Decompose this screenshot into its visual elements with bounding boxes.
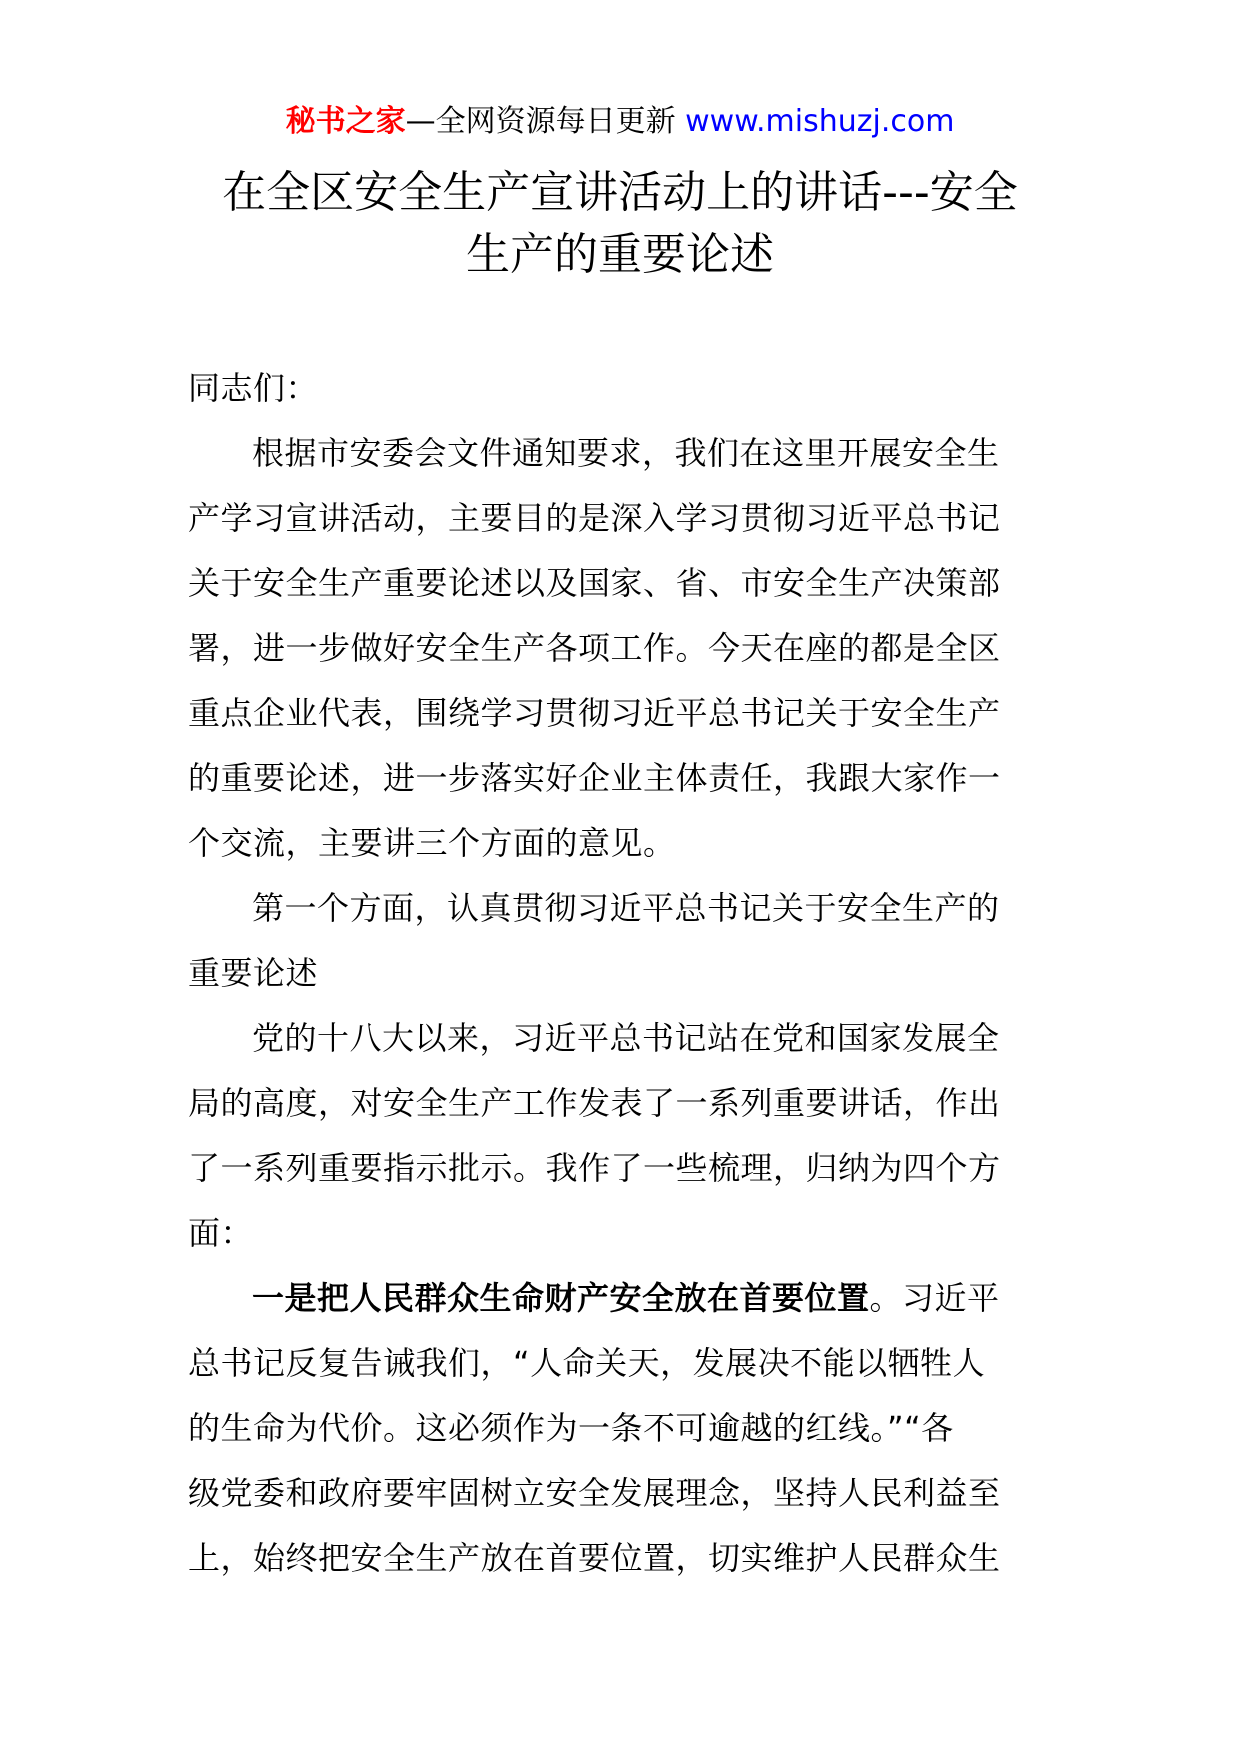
paragraph-line: 产学习宣讲活动，主要目的是深入学习贯彻习近平总书记 [188,499,1001,537]
paragraph-line: 重点企业代表，围绕学习贯彻习近平总书记关于安全生产 [188,694,1001,732]
paragraph-line: 了一系列重要指示批示。我作了一些梳理，归纳为四个方 [188,1149,1001,1187]
bold-lead-text: 一是把人民群众生命财产安全放在首要位置 [252,1279,870,1317]
lead-continuation-text: 。习近平 [869,1279,1000,1317]
paragraph-line: 级党委和政府要牢固树立安全发展理念，坚持人民利益至 [188,1474,1001,1512]
section-heading-line: 重要论述 [188,954,319,992]
title-line-2: 生产的重要论述 [466,229,774,280]
paragraph-line: 的重要论述，进一步落实好企业主体责任，我跟大家作一 [188,759,1001,797]
paragraph-line-with-bold-lead [188,1266,1058,1331]
site-name: 秘书之家 [285,104,406,139]
document-title [130,162,1110,286]
paragraph-line: 的生命为代价。这必须作为一条不可逾越的红线。”“各 [188,1409,954,1447]
section-heading-line: 第一个方面，认真贯彻习近平总书记关于安全生产的 [252,889,1000,927]
site-tagline: —全网资源每日更新 [405,104,676,139]
site-url-link[interactable]: www.mishuzj.com [685,104,955,139]
paragraph-line: 面： [188,1214,254,1252]
salutation: 同志们： [188,369,319,407]
paragraph-line: 党的十八大以来，习近平总书记站在党和国家发展全 [252,1019,1000,1057]
paragraph-line: 个交流，主要讲三个方面的意见。 [188,824,676,862]
title-line-1: 在全区安全生产宣讲活动上的讲话---安全 [222,167,1018,218]
document-body [188,356,1058,1591]
paragraph-line: 局的高度，对安全生产工作发表了一系列重要讲话，作出 [188,1084,1001,1122]
paragraph-line: 署，进一步做好安全生产各项工作。今天在座的都是全区 [188,629,1001,667]
site-header [0,100,1240,144]
paragraph-line: 上，始终把安全生产放在首要位置，切实维护人民群众生 [188,1539,1001,1577]
paragraph-line: 根据市安委会文件通知要求，我们在这里开展安全生 [252,434,1000,472]
paragraph-line: 总书记反复告诫我们，“人命关天，发展决不能以牺牲人 [188,1344,986,1382]
paragraph-line: 关于安全生产重要论述以及国家、省、市安全生产决策部 [188,564,1001,602]
